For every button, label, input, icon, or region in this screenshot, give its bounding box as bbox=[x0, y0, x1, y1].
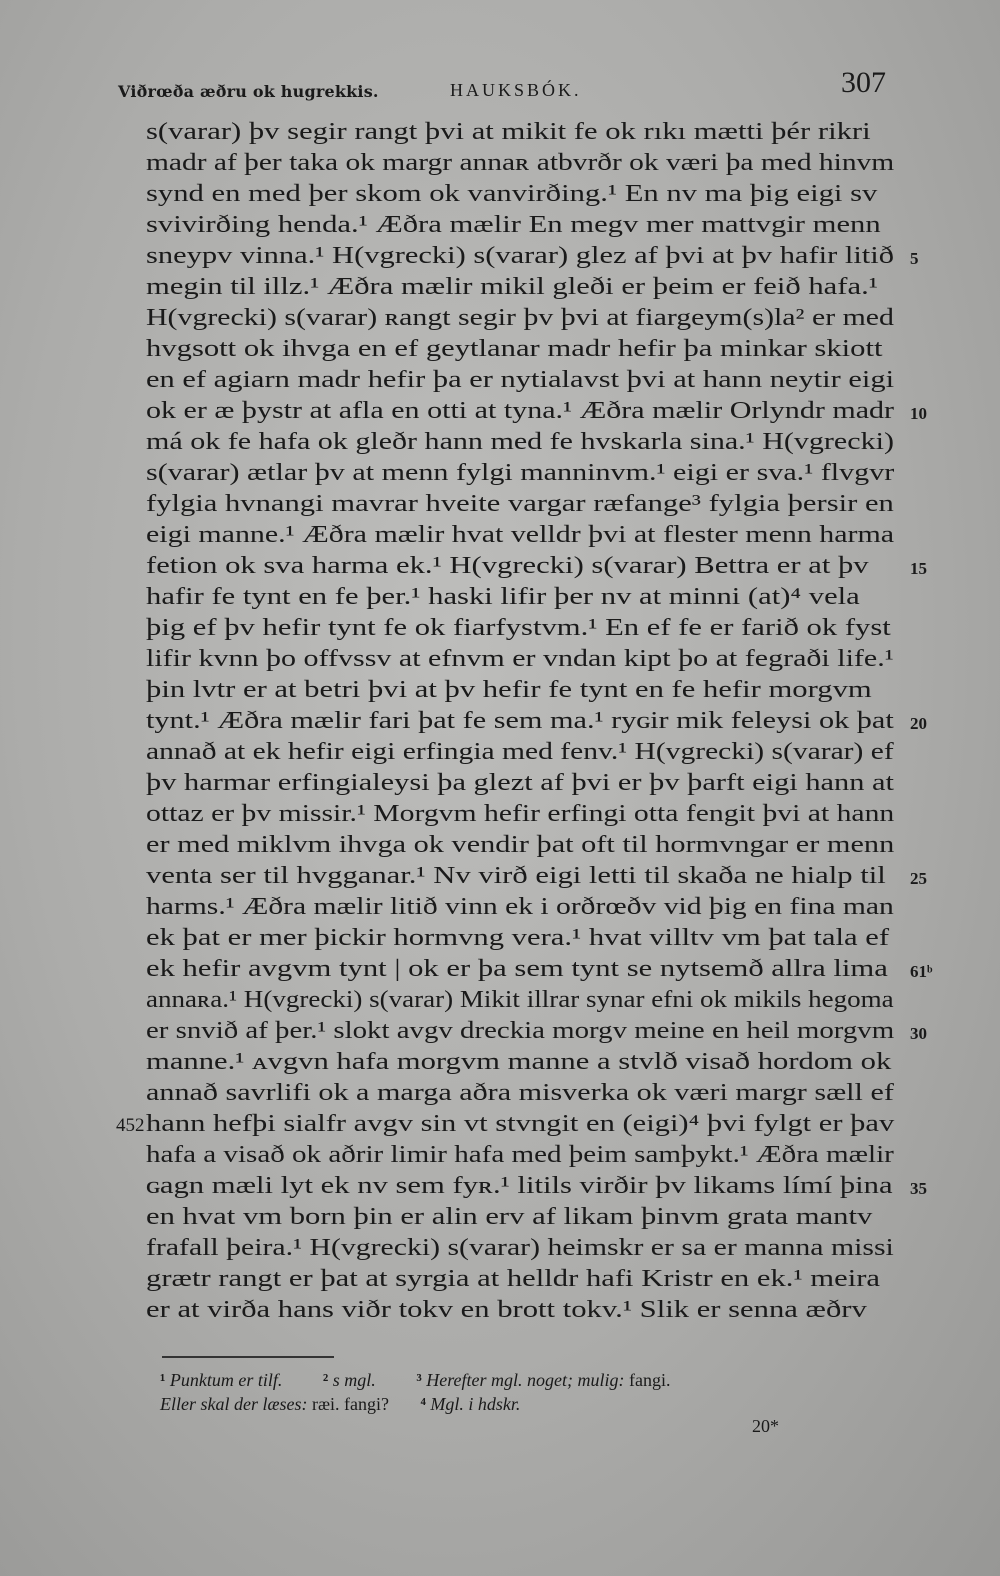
text-line bbox=[146, 798, 906, 829]
text-line bbox=[146, 736, 906, 767]
text-line bbox=[146, 860, 927, 891]
line-number: 25 bbox=[910, 869, 927, 888]
text-line bbox=[146, 674, 906, 705]
footnote-text-roman: fangi. bbox=[629, 1370, 671, 1390]
text-line bbox=[146, 829, 906, 860]
text-line-content: s(varar) þv segir rangt þvi at mikit fe ok rıkı mætti þér rikri bbox=[146, 118, 871, 145]
text-line bbox=[146, 953, 933, 984]
text-line bbox=[146, 147, 906, 178]
text-line bbox=[146, 209, 906, 240]
text-line-content: H(vgrecki) s(varar) ʀangt segir þv þvi at fiargeym(s)la² er med bbox=[146, 304, 894, 331]
text-line bbox=[146, 1015, 927, 1046]
footnote-marker: ⁴ bbox=[420, 1394, 426, 1414]
text-line-content: ok er æ þystr at afla en otti at tyna.¹ Æðra mælir Orlyndr madr bbox=[146, 397, 895, 424]
footnote-text: Herefter mgl. noget; mulig: bbox=[426, 1370, 625, 1390]
text-line bbox=[116, 1108, 906, 1139]
text-line bbox=[146, 891, 906, 922]
text-line-content: sneypv vinna.¹ H(vgrecki) s(varar) glez af þvi at þv hafir litið bbox=[146, 242, 894, 269]
text-line-content: madr af þer taka ok margr annaʀ atbvrðr ok væri þa med hinvm bbox=[146, 149, 895, 176]
line-number: 10 bbox=[910, 404, 927, 423]
text-line-content: hafir fe tynt en fe þer.¹ haski lifir þer nv at minni (at)⁴ vela bbox=[146, 583, 860, 610]
text-line bbox=[146, 302, 906, 333]
text-line bbox=[146, 767, 906, 798]
text-line bbox=[146, 1170, 927, 1201]
text-line bbox=[146, 364, 906, 395]
text-line bbox=[146, 550, 927, 581]
text-line-content: annað at ek hefir eigi erfingia med fenv.¹ H(vgrecki) s(varar) ef bbox=[146, 738, 894, 765]
footnotes bbox=[160, 1368, 910, 1416]
footnote-marker: ¹ bbox=[160, 1370, 166, 1390]
manuscript-page-number: 452 bbox=[116, 1115, 145, 1136]
text-line bbox=[146, 643, 906, 674]
text-line-content: þin lvtr er at betri þvi at þv hefir fe tynt en fe hefir morgvm bbox=[146, 676, 872, 703]
text-line bbox=[146, 922, 906, 953]
text-line-content: ek hefir avgvm tynt | ok er þa sem tynt se nytsemð allra lima bbox=[146, 955, 888, 982]
text-line bbox=[146, 1077, 906, 1108]
footnote-text-roman: ræi. fangi? bbox=[311, 1394, 389, 1414]
footnote-text: s mgl. bbox=[332, 1370, 376, 1390]
text-line bbox=[146, 426, 906, 457]
line-number: 30 bbox=[910, 1024, 927, 1043]
running-head bbox=[118, 66, 886, 114]
text-line bbox=[146, 612, 906, 643]
text-line bbox=[146, 178, 906, 209]
text-line-content: en hvat vm born þin er alin erv af likam þinvm grata mantv bbox=[146, 1203, 873, 1230]
text-line-content: venta ser til hvgganar.¹ Nv virð eigi letti til skaða ne hialp til bbox=[146, 862, 886, 889]
footnote-line-2 bbox=[160, 1392, 910, 1416]
text-line-content: manne.¹ ᴀvgvn hafa morgvm manne a stvlð visað hordom ok bbox=[146, 1048, 892, 1075]
text-line-content: svivirðing henda.¹ Æðra mælir En megv mer mattvgir menn bbox=[146, 211, 881, 238]
text-line bbox=[146, 240, 919, 271]
text-line-content: fylgia hvnangi mavrar hveite vargar ræfange³ fylgia þersir en bbox=[146, 490, 894, 517]
running-head-title: Viðrœða æðru ok hugrekkis. bbox=[118, 82, 379, 101]
text-line-content: harms.¹ Æðra mælir litið vinn ek i orðrœðv vid þig en fina man bbox=[146, 893, 894, 920]
text-line-content: frafall þeira.¹ H(vgrecki) s(varar) heimskr er sa er manna missi bbox=[146, 1234, 894, 1261]
footnote-text: Punktum er tilf. bbox=[169, 1370, 283, 1390]
page-number: 307 bbox=[841, 66, 886, 99]
text-line bbox=[146, 395, 927, 426]
signature-mark: 20* bbox=[752, 1416, 779, 1436]
text-line-content: er med miklvm ihvga ok vendir þat oft til hormvngar er menn bbox=[146, 831, 895, 858]
text-line bbox=[146, 488, 906, 519]
text-line-content: er at virða hans viðr tokv en brott tokv.¹ Slik er senna æðrv bbox=[146, 1296, 867, 1323]
text-line-content: hvgsott ok ihvga en ef geytlanar madr hefir þa minkar skiott bbox=[146, 335, 883, 362]
text-line bbox=[146, 116, 906, 147]
text-line-content: ek þat er mer þickir hormvng vera.¹ hvat villtv vm þat tala ef bbox=[146, 924, 890, 951]
text-line-content: hann hefþi sialfr avgv sin vt stvngit en (eigi)⁴ þvi fylgt er þav bbox=[146, 1110, 895, 1137]
text-line-content: eigi manne.¹ Æðra mælir hvat velldr þvi at flester menn harma bbox=[146, 521, 895, 548]
text-line bbox=[146, 1046, 906, 1077]
text-line-content: en ef agiarn madr hefir þa er nytialavst þvi at hann neytir eigi bbox=[146, 366, 895, 393]
text-line bbox=[146, 457, 906, 488]
body-text bbox=[116, 116, 933, 1325]
text-line bbox=[146, 581, 906, 612]
text-line-content: lifir kvnn þo offvssv at efnvm er vndan kipt þo at fegraði life.¹ bbox=[146, 645, 894, 672]
footnote-text: Mgl. i hdskr. bbox=[430, 1394, 521, 1414]
text-line-content: má ok fe hafa ok gleðr hann med fe hvskarla sina.¹ H(vgrecki) bbox=[146, 428, 894, 455]
footnote-line-1 bbox=[160, 1368, 910, 1392]
running-head-book: HAUKSBÓK. bbox=[450, 80, 582, 100]
text-line bbox=[146, 1294, 906, 1325]
text-line-content: ottaz er þv missir.¹ Morgvm hefir erfingi otta fengit þvi at hann bbox=[146, 800, 895, 827]
text-line bbox=[146, 1263, 906, 1294]
text-line-content: ɢagn mæli lyt ek nv sem fyʀ.¹ litils virðir þv likams límí þina bbox=[146, 1172, 893, 1199]
text-line-content: grætr rangt er þat at syrgia at helldr hafi Kristr en ek.¹ meira bbox=[146, 1265, 881, 1292]
text-line bbox=[146, 984, 906, 1015]
line-number: 15 bbox=[910, 559, 927, 578]
footnote-marker: ² bbox=[322, 1370, 329, 1390]
footnote-text: Eller skal der læses: bbox=[160, 1394, 308, 1414]
text-line bbox=[146, 1232, 906, 1263]
line-number: 35 bbox=[910, 1179, 927, 1198]
text-line bbox=[146, 705, 927, 736]
line-number: 20 bbox=[910, 714, 927, 733]
text-line-content: fetion ok sva harma ek.¹ H(vgrecki) s(varar) Bettra er at þv bbox=[146, 552, 869, 579]
text-line bbox=[146, 1139, 906, 1170]
text-line-content: er snvið af þer.¹ slokt avgv dreckia morgv meine en heil morgvm bbox=[146, 1017, 895, 1044]
line-number: 61ᵇ bbox=[910, 962, 933, 981]
text-line-content: annaʀa.¹ H(vgrecki) s(varar) Mikit illrar synar efni ok mikils hegoma bbox=[146, 986, 894, 1013]
text-line-content: hafa a visað ok aðrir limir hafa med þeim samþykt.¹ Æðra mælir bbox=[146, 1141, 894, 1168]
text-line-content: annað savrlifi ok a marga aðra misverka ok væri margr sæll ef bbox=[146, 1079, 894, 1106]
text-line-content: synd en med þer skom ok vanvirðing.¹ En nv ma þig eigi sv bbox=[146, 180, 878, 207]
text-line-content: megin til illz.¹ Æðra mælir mikil gleði er þeim er feið hafa.¹ bbox=[146, 273, 878, 300]
footnote-marker: ³ bbox=[416, 1370, 422, 1390]
line-number: 5 bbox=[910, 249, 919, 268]
footnote-rule bbox=[162, 1356, 334, 1358]
text-line-content: þig ef þv hefir tynt fe ok fiarfystvm.¹ En ef fe er farið ok fyst bbox=[146, 614, 891, 641]
text-line bbox=[146, 271, 906, 302]
text-line bbox=[146, 1201, 906, 1232]
text-line-content: tynt.¹ Æðra mælir fari þat fe sem ma.¹ ryɢir mik feleysi ok þat bbox=[146, 707, 894, 734]
text-line bbox=[146, 519, 906, 550]
text-line bbox=[146, 333, 906, 364]
text-line-content: s(varar) ætlar þv at menn fylgi manninvm.¹ eigi er sva.¹ flvgvr bbox=[146, 459, 895, 486]
text-line-content: þv harmar erfingialeysi þa glezt af þvi er þv þarft eigi hann at bbox=[146, 769, 894, 796]
